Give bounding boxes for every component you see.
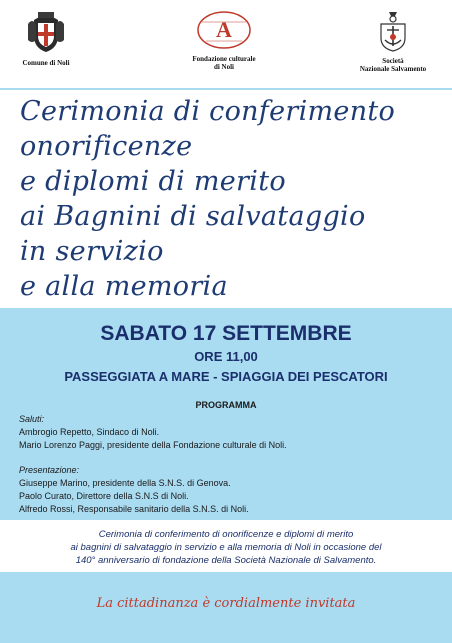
footer-line-2: ai bagnini di salvataggio in servizio e alla memoria di Noli in occasione del [70, 542, 382, 553]
title-line-2: onorificenze [20, 131, 193, 162]
presentazione-line-1: Giuseppe Marino, presidente della S.N.S. di Genova. [19, 478, 231, 488]
comune-di-noli-logo [14, 10, 78, 67]
title-line-3: e diplomi di merito [20, 166, 286, 197]
header [0, 0, 452, 88]
presentazione-label: Presentazione: [19, 465, 80, 475]
title-band [0, 90, 452, 308]
event-time: ORE 11,00 [194, 349, 258, 364]
sns-anchor-crest-icon [376, 10, 410, 52]
fondazione-caption-2: di Noli [213, 63, 235, 71]
saluti-label: Saluti: [19, 414, 45, 424]
presentazione-line-2: Paolo Curato, Direttore della S.N.S di Noli. [19, 491, 189, 501]
footer-box [0, 520, 452, 572]
title-line-6: e alla memoria [20, 271, 228, 302]
sns-caption-2: Nazionale Salvamento [359, 65, 427, 73]
fondazione-emblem-letter: A [216, 17, 232, 42]
event-date: SABATO 17 SETTEMBRE [100, 322, 352, 345]
fondazione-caption-1: Fondazione culturale [192, 55, 256, 63]
footer-line-1: Cerimonia di conferimento di onorificenze e diplomi di merito [98, 529, 354, 540]
saluti-line-2: Mario Lorenzo Paggi, presidente della Fondazione culturale di Noli. [19, 440, 287, 450]
programma-heading: PROGRAMMA [195, 400, 257, 410]
fondazione-emblem-icon [196, 10, 252, 50]
footer-line-3: 140° anniversario di fondazione della Società Nazionale di Salvamento. [75, 555, 377, 566]
presentazione-line-3: Alfredo Rossi, Responsabile sanitario della S.N.S. di Noli. [19, 504, 249, 514]
sns-caption-1: Società [382, 57, 404, 65]
fondazione-culturale-logo [184, 10, 264, 71]
title-line-1: Cerimonia di conferimento [20, 96, 396, 127]
noli-crest-icon [26, 10, 66, 54]
societa-nazionale-salvamento-logo [348, 10, 438, 73]
event-place: PASSEGGIATA A MARE - SPIAGGIA DEI PESCATORI [64, 369, 388, 384]
title-line-5: in servizio [20, 236, 164, 267]
noli-caption: Comune di Noli [22, 59, 70, 67]
saluti-line-1: Ambrogio Repetto, Sindaco di Noli. [19, 427, 160, 437]
title-line-4: ai Bagnini di salvataggio [20, 201, 366, 232]
invitation-text: La cittadinanza è cordialmente invitata [96, 596, 356, 611]
